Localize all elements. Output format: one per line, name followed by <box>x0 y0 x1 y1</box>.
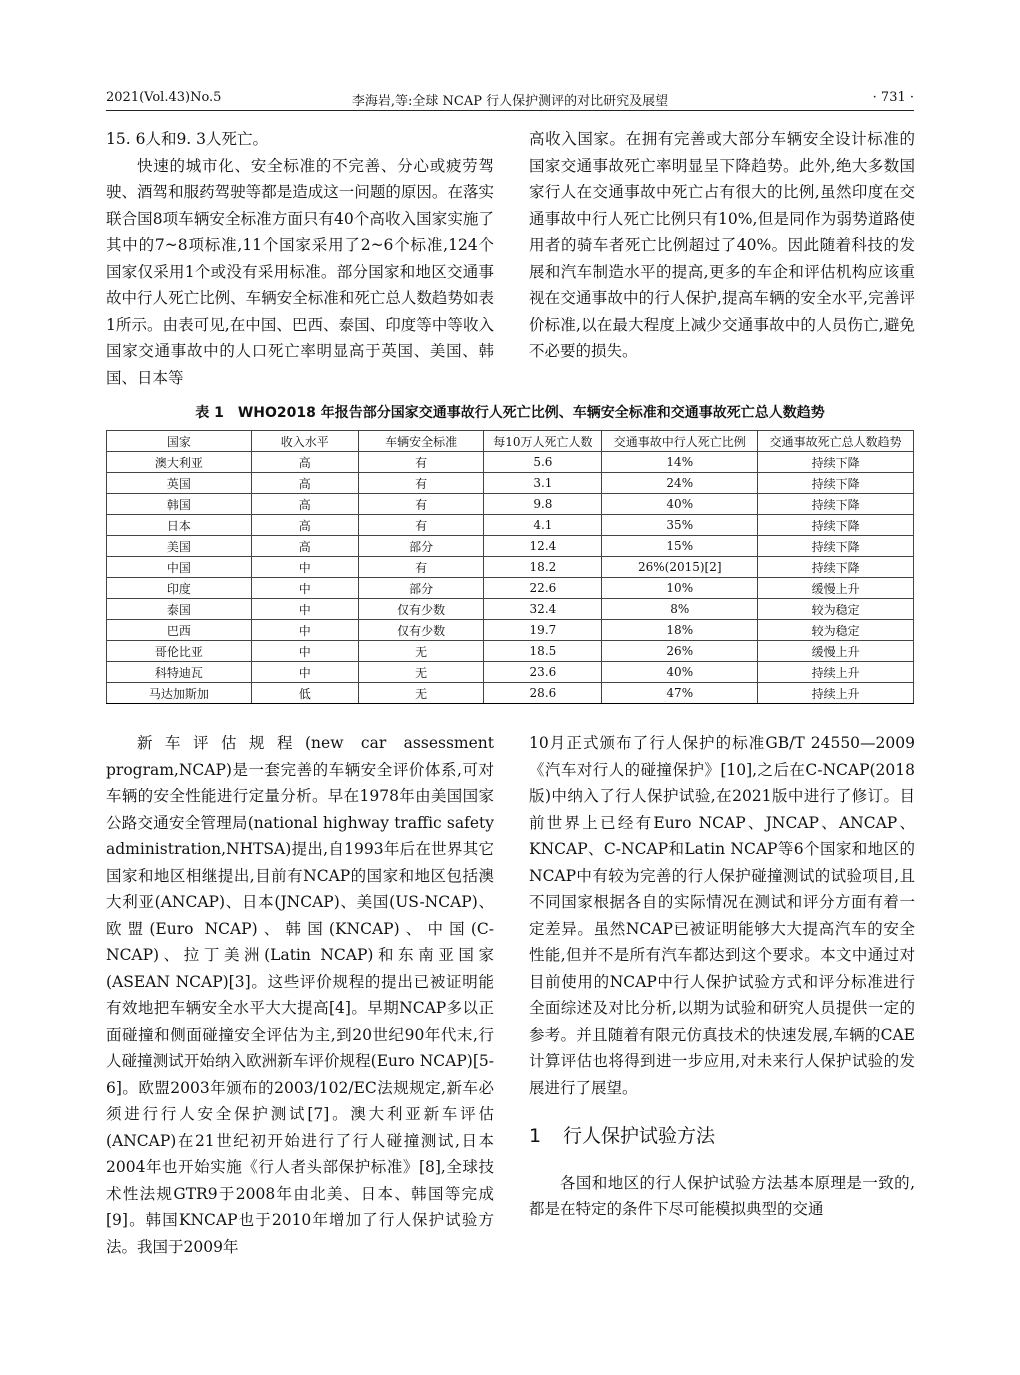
table-cell: 持续下降 <box>758 557 914 578</box>
table-cell: 哥伦比亚 <box>107 641 252 662</box>
section-heading <box>529 1123 915 1150</box>
table-cell: 高 <box>251 515 358 536</box>
table-cell: 持续下降 <box>758 515 914 536</box>
paragraph: 快速的城市化、安全标准的不完善、分心或疲劳驾驶、酒驾和服药驾驶等都是造成这一问题的原因。在落实联合国8项车辆安全标准方面只有40个高收入国家实施了其中的7~8项标准,11个国家采用了2~6个标准,124个国家仅采用1个或没有采用标准。部分国家和地区交通事故中行人死亡比例、车辆安全标准和死亡总人数趋势如表1所示。由表可见,在中国、巴西、泰国、印度等中等收入国家交通事故中的人口死亡率明显高于英国、美国、韩国、日本等 <box>106 156 494 387</box>
table-row <box>107 662 914 683</box>
table-cell: 中 <box>251 662 358 683</box>
table-cell: 18.2 <box>484 557 602 578</box>
table-cell: 部分 <box>358 578 484 599</box>
table-cell: 美国 <box>107 536 252 557</box>
table-caption: 表 1 WHO2018 年报告部分国家交通事故行人死亡比例、车辆安全标准和交通事故死亡总人数趋势 <box>195 405 825 421</box>
table-cell: 仅有少数 <box>358 599 484 620</box>
journal-issue: 2021(Vol.43)No.5 <box>106 90 222 105</box>
table-cell: 英国 <box>107 473 252 494</box>
table-cell: 高 <box>251 536 358 557</box>
table-cell: 28.6 <box>484 683 602 704</box>
table-cell: 有 <box>358 515 484 536</box>
table-cell: 3.1 <box>484 473 602 494</box>
table-cell: 持续上升 <box>758 683 914 704</box>
table-cell: 无 <box>358 683 484 704</box>
column-header: 每10万人死亡人数 <box>484 431 602 452</box>
table-cell: 40% <box>602 662 758 683</box>
table-cell: 40% <box>602 494 758 515</box>
table-cell: 26% <box>602 641 758 662</box>
table-cell: 部分 <box>358 536 484 557</box>
table-cell: 10% <box>602 578 758 599</box>
table-cell: 澳大利亚 <box>107 452 252 473</box>
table-cell: 中 <box>251 557 358 578</box>
table-cell: 中 <box>251 578 358 599</box>
column-left-bottom <box>106 730 494 1260</box>
table-cell: 高 <box>251 473 358 494</box>
table-row <box>107 494 914 515</box>
table-cell: 4.1 <box>484 515 602 536</box>
column-right-bottom <box>529 730 915 1223</box>
column-header: 交通事故死亡总人数趋势 <box>758 431 914 452</box>
table-row <box>107 620 914 641</box>
table-cell: 缓慢上升 <box>758 578 914 599</box>
table-cell: 低 <box>251 683 358 704</box>
table-cell: 23.6 <box>484 662 602 683</box>
paragraph: 高收入国家。在拥有完善或大部分车辆安全设计标准的国家交通事故死亡率明显呈下降趋势。此外,绝大多数国家行人在交通事故中死亡占有很大的比例,虽然印度在交通事故中行人死亡比例只有10%,但是同作为弱势道路使用者的骑车者死亡比例超过了40%。因此随着科技的发展和汽车制造水平的提高,更多的车企和评估机构应该重视在交通事故中的行人保护,提高车辆的安全水平,完善评价标准,以在最大程度上减少交通事故中的人员伤亡,避免不必要的损失。 <box>529 130 915 360</box>
column-left-top <box>106 126 494 391</box>
table-cell: 19.7 <box>484 620 602 641</box>
table-row <box>107 641 914 662</box>
table-cell: 较为稳定 <box>758 599 914 620</box>
column-header: 交通事故中行人死亡比例 <box>602 431 758 452</box>
column-right-top <box>529 126 915 365</box>
table-row <box>107 578 914 599</box>
paragraph: 10月正式颁布了行人保护的标准GB/T 24550—2009《汽车对行人的碰撞保护》[10],之后在C-NCAP(2018版)中纳入了行人保护试验,在2021版中进行了修订。目前世界上已经有Euro NCAP、JNCAP、ANCAP、KNCAP、C-NCAP和Latin NCAP等6个国家和地区的NCAP中有较为完善的行人保护碰撞测试的试验项目,且不同国家根据各自的实际情况在测试和评分方面有着一定差异。虽然NCAP已被证明能够大大提高汽车的安全性能,但并不是所有汽车都达到这个要求。本文中通过对目前使用的NCAP中行人保护试验方式和评分标准进行全面综述及对比分析,以期为试验和研究人员提供一定的参考。并且随着有限元仿真技术的快速发展,车辆的CAE计算评估也将得到进一步应用,对未来行人保护试验的发展进行了展望。 <box>529 734 915 1097</box>
table-cell: 8% <box>602 599 758 620</box>
table-cell: 泰国 <box>107 599 252 620</box>
table-cell: 47% <box>602 683 758 704</box>
table-row <box>107 473 914 494</box>
table-cell: 日本 <box>107 515 252 536</box>
table-cell: 缓慢上升 <box>758 641 914 662</box>
table-cell: 26%(2015)[2] <box>602 557 758 578</box>
table-cell: 无 <box>358 662 484 683</box>
table-cell: 18.5 <box>484 641 602 662</box>
data-table <box>106 430 914 704</box>
table-cell: 5.6 <box>484 452 602 473</box>
table-cell: 有 <box>358 494 484 515</box>
table-cell: 中 <box>251 620 358 641</box>
table-cell: 有 <box>358 473 484 494</box>
table-cell: 中 <box>251 599 358 620</box>
table-cell: 印度 <box>107 578 252 599</box>
table-row <box>107 515 914 536</box>
paragraph: 15. 6人和9. 3人死亡。 <box>106 130 269 148</box>
table-cell: 仅有少数 <box>358 620 484 641</box>
table-header-row <box>107 431 914 452</box>
table-cell: 高 <box>251 452 358 473</box>
table-row <box>107 452 914 473</box>
table-cell: 35% <box>602 515 758 536</box>
table-cell: 中 <box>251 641 358 662</box>
table-cell: 持续下降 <box>758 536 914 557</box>
table-cell: 中国 <box>107 557 252 578</box>
table-cell: 较为稳定 <box>758 620 914 641</box>
section-number: 1 <box>529 1125 542 1147</box>
table-cell: 马达加斯加 <box>107 683 252 704</box>
table-cell: 14% <box>602 452 758 473</box>
table-row <box>107 683 914 704</box>
table-cell: 科特迪瓦 <box>107 662 252 683</box>
table-cell: 有 <box>358 557 484 578</box>
page-number: · 731 · <box>872 90 914 105</box>
table-row <box>107 536 914 557</box>
table-cell: 韩国 <box>107 494 252 515</box>
table-cell: 持续下降 <box>758 452 914 473</box>
table-cell: 15% <box>602 536 758 557</box>
paragraph: 各国和地区的行人保护试验方法基本原理是一致的,都是在特定的条件下尽可能模拟典型的交通 <box>529 1173 915 1218</box>
table-cell: 持续下降 <box>758 494 914 515</box>
table-cell: 高 <box>251 494 358 515</box>
section-title: 行人保护试验方法 <box>563 1125 716 1147</box>
table-cell: 持续上升 <box>758 662 914 683</box>
table-row <box>107 599 914 620</box>
column-header: 车辆安全标准 <box>358 431 484 452</box>
table-cell: 32.4 <box>484 599 602 620</box>
table-cell: 巴西 <box>107 620 252 641</box>
table-row <box>107 557 914 578</box>
table-cell: 有 <box>358 452 484 473</box>
paragraph: 新车评估规程(new car assessment program,NCAP)是一套完善的车辆安全评价体系,可对车辆的安全性能进行定量分析。早在1978年由美国国家公路交通安全管理局(national highway traffic safety administration,NHTSA)提出,自1993年后在世界其它国家和地区相继提出,目前有NCAP的国家和地区包括澳大利亚(ANCAP)、日本(JNCAP)、美国(US-NCAP)、欧盟(Euro NCAP)、韩国(KNCAP)、中国(C-NCAP)、拉丁美洲(Latin NCAP)和东南亚国家(ASEAN NCAP)[3]。这些评价规程的提出已被证明能有效地把车辆安全水平大大提高[4]。早期NCAP多以正面碰撞和侧面碰撞安全评估为主,到20世纪90年代末,行人碰撞测试开始纳入欧洲新车评价规程(Euro NCAP)[5-6]。欧盟2003年颁布的2003/102/EC法规规定,新车必须进行行人安全保护测试[7]。澳大利亚新车评估(ANCAP)在21世纪初开始进行了行人碰撞测试,日本2004年也开始实施《行人者头部保护标准》[8],全球技术性法规GTR9于2008年由北美、日本、韩国等完成[9]。韩国KNCAP也于2010年增加了行人保护试验方法。我国于2009年 <box>106 734 494 1256</box>
table-cell: 12.4 <box>484 536 602 557</box>
article-running-title: 李海岩,等:全球 NCAP 行人保护测评的对比研究及展望 <box>351 94 669 109</box>
table-cell: 24% <box>602 473 758 494</box>
column-header: 收入水平 <box>251 431 358 452</box>
table-cell: 持续下降 <box>758 473 914 494</box>
table-cell: 18% <box>602 620 758 641</box>
table-cell: 22.6 <box>484 578 602 599</box>
table-cell: 9.8 <box>484 494 602 515</box>
column-header: 国家 <box>107 431 252 452</box>
running-header <box>106 90 914 111</box>
table-cell: 无 <box>358 641 484 662</box>
